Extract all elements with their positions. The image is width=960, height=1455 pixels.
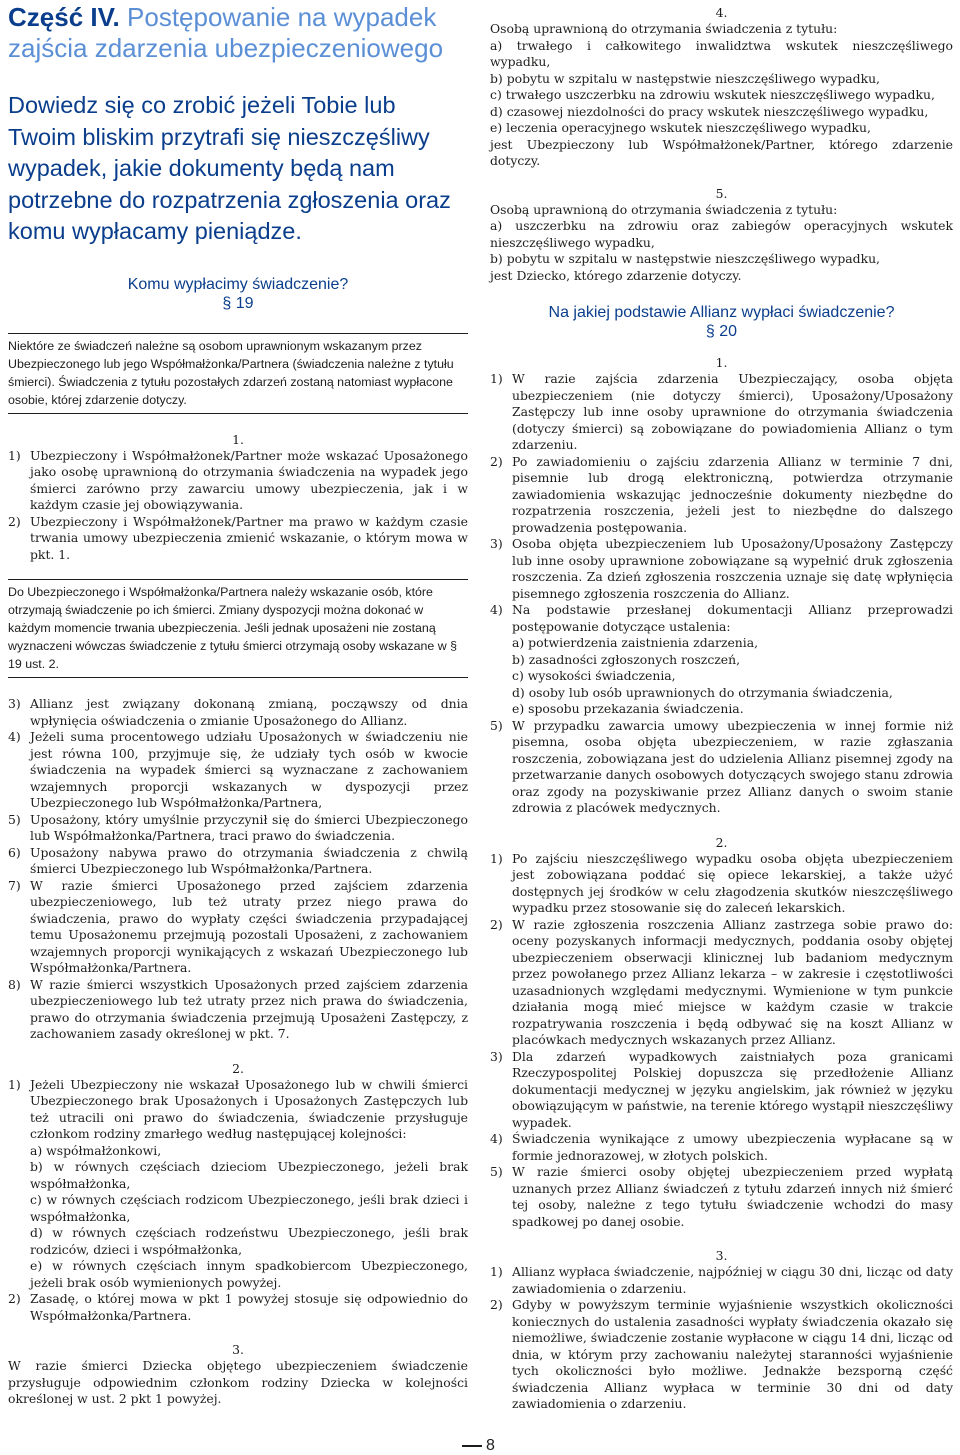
unit-number: 1.	[715, 355, 728, 370]
list-item: 4) Na podstawie przesłanej dokumentacji Allianz przeprowadzi postępowanie dotyczące ustalenia: a) potwierdzenia zaistnienia zdarzenia, b) zasadności zgłoszonych roszczeń, c) wysokości świadczenia, d) osoby lub osób uprawnionych do otrzymania świadczenia, e) sposobu przekazania świadczenia.	[490, 602, 953, 716]
list-item: 8) W razie śmierci wszystkich Uposażonych przed zajściem zdarzenia ubezpieczeniowego lub też utraty przez nich prawa do świadczenia, prawo do otrzymania świadczenia przejmują Uposażeni Zastępczy, z zachowaniem zasady określonej w pkt. 7.	[8, 976, 468, 1041]
sub-list	[8, 1143, 468, 1292]
sub-list-item: d) osoby lub osób uprawnionych do otrzymania świadczenia,	[512, 684, 893, 700]
list-item: 1) Ubezpieczony i Współmałżonek/Partner może wskazać Uposażonego jako osobę uprawnioną do otrzymania świadczenia na wypadek jego śmierci zarówno przy zawarciu umowy ubezpieczenia, jak i w każdym czasie jej obowiązywania.	[8, 447, 468, 512]
list-item: 5) Uposażony, który umyślnie przyczynił się do śmierci Ubezpieczonego lub Współmałżonka/Partnera, traci prawo do świadczenia.	[8, 811, 468, 843]
list-item: 1) Allianz wypłaca świadczenie, najpóźniej w ciągu 30 dni, licząc od daty zawiadomienia o zdarzeniu.	[490, 1264, 953, 1296]
sub-list-item: d) w równych częściach rodzeństwu Ubezpieczonego, jeśli brak rodziców, dzieci i współmałżonka,	[30, 1225, 468, 1257]
line: c) trwałego uszczerbku na zdrowiu wskutek nieszczęśliwego wypadku,	[490, 87, 935, 102]
list-item: 7) W razie śmierci Uposażonego przed zajściem zdarzenia ubezpieczeniowego, lub też utraty przez niego prawa do świadczenia, prawo do wypłaty części świadczenia przypadającej temu Uposażonemu przejmują pozostali Uposażeni, z zachowaniem wzajemnych proporcji wynikających z wskazań Ubezpieczonego lub Współmałżonka/Partnera.	[8, 877, 468, 975]
intro-text: Dowiedz się co zrobić jeżeli Tobie lub Twoim bliskim przytrafi się nieszczęśliwy wypadek, jakie dokumenty będą nam potrzebne do rozpatrzenia zgłoszenia oraz komu wypłacamy pieniądze.	[8, 92, 451, 244]
numbered-list	[490, 371, 953, 817]
paragraph: Osobą uprawnioną do otrzymania świadczenia z tytułu:	[490, 21, 838, 36]
unit-number: 1.	[232, 431, 244, 447]
list-item: 4) Jeżeli suma procentowego udziału Uposażonych w świadczeniu nie jest równa 100, przyjmuje się, że udziały tych osób w kwocie świadczenia na wypadek śmierci są wyznaczane z zachowaniem wzajemnych proporcji wskazanych w dyspozycji przez Ubezpieczonego lub Współmałżonka/Partnera,	[8, 729, 468, 810]
part-number: Część IV.	[8, 2, 120, 32]
paragraph: W razie śmierci Dziecka objętego ubezpieczeniem świadczenie przysługuje odpowiednim członkom rodziny Dziecka w kolejności określonej w ust. 2 pkt 1 powyżej.	[8, 1358, 468, 1406]
unit-number: 3.	[715, 1248, 728, 1263]
unit-number: 4.	[715, 5, 728, 20]
list-item: 5) W przypadku zawarcia umowy ubezpieczenia w innej formie niż pisemna, osoba objęta ubezpieczeniem, w razie zgłaszania roszczenia, zobowiązana jest do udzielenia Allianz pisemnej zgody na przetwarzanie danych osobowych dotyczących swojego stanu zdrowia oraz zgody na pozyskiwanie przez Allianz danych o swoim stanie zdrowia z placówek medycznych.	[490, 717, 953, 815]
unit-number: 2.	[715, 834, 728, 850]
unit-number: 5.	[715, 185, 728, 201]
line: a) trwałego i całkowitego inwalidztwa wskutek nieszczęśliwego wypadku,	[490, 37, 953, 69]
sub-list-item: e) w równych częściach innym spadkobiercom Ubezpieczonego, jeżeli brak osób wymienionych powyżej.	[30, 1258, 468, 1290]
line: e) leczenia operacyjnego wskutek nieszczęśliwego wypadku,	[490, 120, 871, 135]
sub-list-item: a) współmałżonkowi,	[30, 1142, 162, 1158]
part-title-text: Postępowanie na wypadek zajścia zdarzenia ubezpieczeniowego	[8, 2, 444, 63]
list-item: 1) W razie zajścia zdarzenia Ubezpieczający, osoba objęta ubezpieczeniem (nie dotyczy śmierci), Uposażony/Uposażony Zastępczy lub inne osoby uprawnione do otrzymania świadczenia (dotyczy śmierci) są zobowiązane do powiadomienia Allianz o tym zdarzeniu.	[490, 371, 953, 452]
section-20-number: § 20	[705, 323, 738, 340]
part-title	[8, 0, 468, 64]
unit-number: 3.	[232, 1342, 244, 1357]
list-item: 5) W razie śmierci osoby objętej ubezpieczeniem przed wypłatą uznanych przez Allianz świadczeń z tytułu zdarzeń innych niż śmierć tej osoby, należne z tego tytułu świadczenie wchodzi do masy spadkowej po danej osobie.	[490, 1164, 953, 1229]
page-number: 8	[462, 1437, 495, 1455]
sub-list-item: c) w równych częściach rodzicom Ubezpieczonego, jeśli brak dzieci i współmałżonka,	[30, 1192, 468, 1224]
right-column	[490, 0, 953, 1413]
numbered-list	[8, 1077, 468, 1325]
list-item: 4) Świadczenia wynikające z umowy ubezpieczenia wypłacane są w formie jednorazowej, w złotych polskich.	[490, 1131, 953, 1163]
info-box-designation: Do Ubezpieczonego i Współmałżonka/Partnera należy wskazanie osób, które otrzymają świadczenie po ich śmierci. Zmiany dyspozycji można dokonać w każdym momencie trwania ubezpieczenia. Jeśli jednak uposażeni nie zostaną wyznaczeni wówczas świadczenie z tytułu śmierci otrzymają osoby wskazane w § 19 ust. 2.	[8, 579, 468, 678]
sub-list-item: c) wysokości świadczenia,	[512, 668, 676, 683]
section-19-question: Komu wypłacimy świadczenie?	[127, 275, 349, 293]
section-20-question: Na jakiej podstawie Allianz wypłaci świadczenie?	[548, 304, 895, 321]
sub-list-item: a) potwierdzenia zaistnienia zdarzenia,	[512, 635, 759, 650]
list-item: 3) Osoba objęta ubezpieczeniem lub Uposażony/Uposażony Zastępczy lub inne osoby uprawnione zobowiązane są wypełnić druk zgłoszenia roszczenia. Za dzień zgłoszenia roszczenia uznaje się datę wpłynięcia pisemnego zgłoszenia roszczenia do Allianz.	[490, 536, 953, 601]
list-item: 3) Allianz jest związany dokonaną zmianą, począwszy od dnia wpłynięcia oświadczenia o zmianie Uposażonego do Allianz.	[8, 696, 468, 728]
list-item: 2) Ubezpieczony i Współmałżonek/Partner ma prawo w każdym czasie trwania umowy ubezpieczenia zmienić wskazanie, o którym mowa w pkt. 1.	[8, 513, 468, 562]
numbered-list	[8, 448, 468, 564]
line: d) czasowej niezdolności do pracy wskutek nieszczęśliwego wypadku,	[490, 103, 929, 119]
line: b) pobytu w szpitalu w następstwie nieszczęśliwego wypadku,	[490, 70, 880, 86]
list-item: 2) Po zawiadomieniu o zajściu zdarzenia Allianz w terminie 7 dni, pisemnie lub drogą elektroniczną, potwierdza otrzymanie zawiadomienia wskazując jednocześnie dokumenty niezbędne do rozpatrzenia roszczenia, jeżeli jest to niezbędne do dalszego prowadzenia postępowania.	[490, 453, 953, 535]
section-19-number: § 19	[222, 294, 254, 312]
list-item: 2) Zasadę, o której mowa w pkt 1 powyżej stosuje się odpowiednio do Współmałżonka/Partnera.	[8, 1291, 468, 1323]
numbered-list	[490, 1264, 953, 1413]
sub-list-item: e) sposobu przekazania świadczenia.	[512, 701, 744, 716]
unit-number: 2.	[232, 1060, 244, 1076]
paragraph: jest Dziecko, którego zdarzenie dotyczy.	[490, 267, 742, 283]
paragraph: Osobą uprawnioną do otrzymania świadczenia z tytułu:	[490, 201, 838, 217]
list-item: 1) Jeżeli Ubezpieczony nie wskazał Uposażonego lub w chwili śmierci Ubezpieczonego brak Uposażonych i Uposażonych Zastępczych lub też utracili oni prawo do świadczenia, świadczenie przysługuje członkom rodziny zmarłego według następującej kolejności: a) współmałżonkowi, b) w równych częściach dzieciom Ubezpieczonego, jeżeli brak współmałżonka, c) w równych częściach rodzicom Ubezpieczonego, jeśli brak dzieci i współmałżonka, d) w równych częściach rodzeństwu Ubezpieczonego, jeśli brak rodziców, dzieci i współmałżonka, e) w równych częściach innym spadkobiercom Ubezpieczonego, jeżeli brak osób wymienionych powyżej.	[8, 1076, 468, 1290]
line: b) pobytu w szpitalu w następstwie nieszczęśliwego wypadku,	[490, 251, 880, 266]
paragraph: jest Ubezpieczony lub Współmałżonek/Partner, którego zdarzenie dotyczy.	[490, 136, 953, 168]
left-column	[8, 0, 468, 1408]
list-item: 1) Po zajściu nieszczęśliwego wypadku osoba objęta ubezpieczeniem jest zobowiązana poddać się opiece lekarskiej, a także użyć dostępnych jej środków w celu złagodzenia skutków nieszczęśliwego wypadku przez stosowanie się do zaleceń lekarskich.	[490, 850, 953, 915]
sub-list	[490, 635, 953, 718]
info-box-beneficiaries: Niektóre ze świadczeń należne są osobom uprawnionym wskazanym przez Ubezpieczonego lub jego Współmałżonka/Partnera (świadczenia należne z tytułu śmierci). Świadczenia z tytułu pozostałych zdarzeń zostaną natomiast wypłacone osobie, której zdarzenie dotyczy.	[8, 333, 468, 414]
sub-list-item: b) zasadności zgłoszonych roszczeń,	[512, 651, 741, 667]
numbered-list	[490, 851, 953, 1231]
list-item: 2) Gdyby w powyższym terminie wyjaśnienie wszystkich okoliczności koniecznych do ustalenia zasadności wypłaty świadczenia okazało się niemożliwe, świadczenie zostanie wypłacone w ciągu 14 dni, licząc od dnia, w którym przy zachowaniu należytej staranności wyjaśnienie tych okoliczności było możliwe. Jednakże bezsporną część świadczenia Allianz wypłaca w terminie 30 dni od daty zawiadomienia o zdarzeniu.	[490, 1297, 953, 1411]
list-item: 3) Dla zdarzeń wypadkowych zaistniałych poza granicami Rzeczypospolitej Polskiej dopuszcza się przedłożenie Allianz dokumentacji medycznej w języku angielskim, jak również w języku obowiązującym w państwie, na terenie którego wystąpił nieszczęśliwy wypadek.	[490, 1048, 953, 1130]
list-item: 6) Uposażony nabywa prawo do otrzymania świadczenia z chwilą śmierci Ubezpieczonego lub Współmałżonka/Partnera.	[8, 844, 468, 876]
line: a) uszczerbku na zdrowiu oraz zabiegów operacyjnych wskutek nieszczęśliwego wypadku,	[490, 218, 953, 250]
list-item: 2) W razie zgłoszenia roszczenia Allianz zastrzega sobie prawo do: oceny pozyskanych informacji medycznych, poddania osoby objętej ubezpieczeniem obserwacji klinicznej lub badaniom medycznym przez powołanego przez Allianz lekarza – w zakresie i częstotliwości uzasadnionych względami medycznymi. Wymienione w tym punkcie działania mogą mieć miejsce w każdym czasie w trakcie rozpatrywania roszczenia i będą odbywać się na koszt Allianz w placówkach medycznych wskazanych przez Allianz.	[490, 916, 953, 1047]
sub-list-item: b) w równych częściach dzieciom Ubezpieczonego, jeżeli brak współmałżonka,	[30, 1159, 468, 1191]
numbered-list	[8, 696, 468, 1043]
